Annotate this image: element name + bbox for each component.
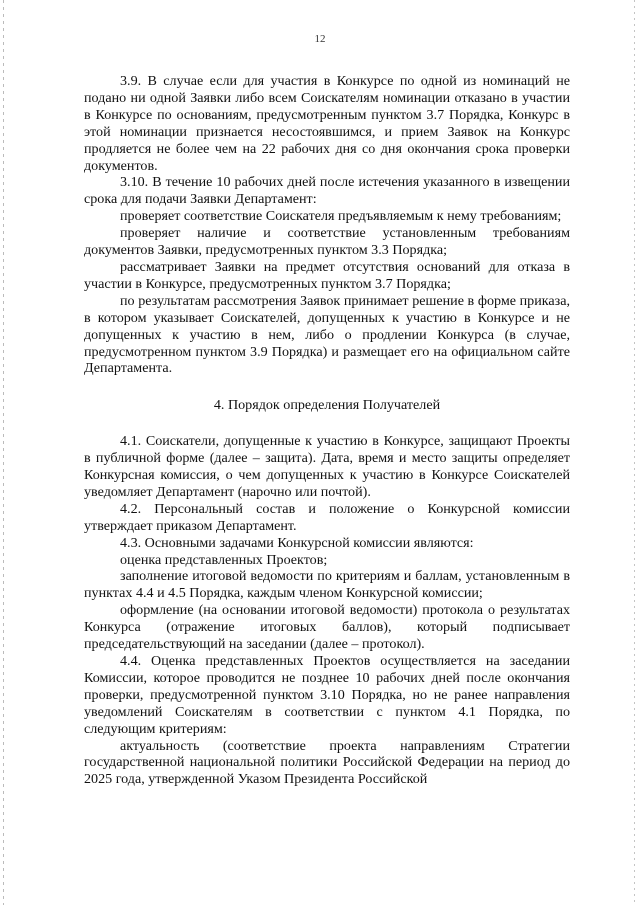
- paragraph-3-10: 3.10. В течение 10 рабочих дней после истечения указанного в извещении срока для подачи Заявки Департамент:: [84, 174, 570, 208]
- paragraph-4-1: 4.1. Соискатели, допущенные к участию в Конкурсе, защищают Проекты в публичной форме (далее – защита). Дата, время и место защиты определяет Конкурсная комиссия, о чем допущенных к участию в Конкурсе Соискателей уведомляет Департамент (нарочно или почтой).: [84, 433, 570, 500]
- paragraph-4-2: 4.2. Персональный состав и положение о Конкурсной комиссии утверждает приказом Департамент.: [84, 500, 570, 534]
- list-item: заполнение итоговой ведомости по критериям и баллам, установленным в пунктах 4.4 и 4.5 Порядка, каждым членом Конкурсной комиссии;: [84, 568, 570, 602]
- scan-edge-left: [3, 0, 4, 905]
- list-item: проверяет наличие и соответствие установленным требованиям документов Заявки, предусмотренных пунктом 3.3 Порядка;: [84, 225, 570, 259]
- list-item: по результатам рассмотрения Заявок принимает решение в форме приказа, в котором указывает Соискателей, допущенных к участию в Конкурсе и не допущенных к участию в нем, либо о продлении Конкурса (в случае, предусмотренном пунктом 3.9 Порядка) и размещает его на официальном сайте Департамента.: [84, 292, 570, 377]
- paragraph-4-3: 4.3. Основными задачами Конкурсной комиссии являются:: [120, 534, 474, 551]
- list-item: оценка представленных Проектов;: [120, 551, 328, 568]
- section-heading: 4. Порядок определения Получателей: [213, 397, 441, 414]
- list-item: оформление (на основании итоговой ведомости) протокола о результатах Конкурса (отражение итоговых баллов), который подписывает председательствующий на заседании (далее – протокол).: [84, 602, 570, 653]
- paragraph-3-9: 3.9. В случае если для участия в Конкурсе по одной из номинаций не подано ни одной Заявки либо всем Соискателям номинации отказано в участии в Конкурсе по основаниям, предусмотренным пунктом 3.7 Порядка, Конкурс в этой номинации признается несостоявшимся, и прием Заявок на Конкурс продляется не более чем на 22 рабочих дня со дня окончания срока проверки документов.: [84, 73, 570, 174]
- list-item: рассматривает Заявки на предмет отсутствия оснований для отказа в участии в Конкурсе, предусмотренных пунктом 3.7 Порядка;: [84, 258, 570, 292]
- list-item: проверяет соответствие Соискателя предъявляемым к нему требованиям;: [120, 208, 562, 225]
- paragraph-4-4: 4.4. Оценка представленных Проектов осуществляется на заседании Комиссии, которое проводится не позднее 10 рабочих дней после окончания проверки, предусмотренной пунктом 3.10 Порядка, но не ранее направления уведомлений Соискателям в соответствии с пунктом 4.1 Порядка, по следующим критериям:: [84, 653, 570, 737]
- page-number: 12: [314, 33, 326, 45]
- scan-edge-right: [634, 0, 635, 905]
- document-body: [84, 73, 570, 788]
- list-item: актуальность (соответствие проекта направлениям Стратегии государственной национальной политики Российской Федерации на период до 2025 года, утвержденной Указом Президента Российской: [84, 737, 570, 788]
